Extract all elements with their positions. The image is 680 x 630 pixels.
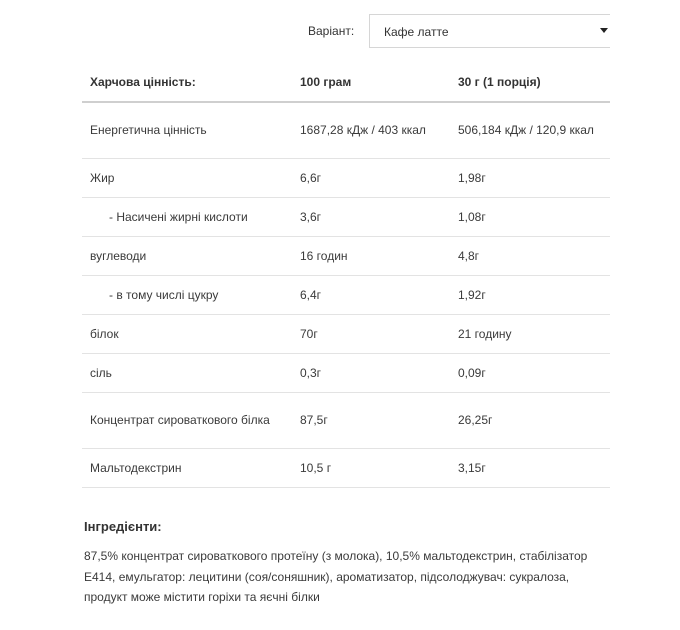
row-per100: 16 годин bbox=[292, 237, 450, 276]
row-per-serving: 3,15г bbox=[450, 449, 610, 488]
row-name: - в тому числі цукру bbox=[82, 276, 292, 315]
row-per-serving: 1,92г bbox=[450, 276, 610, 315]
table-row bbox=[82, 276, 610, 315]
row-name: вуглеводи bbox=[82, 237, 292, 276]
variant-selector-row bbox=[0, 14, 680, 48]
table-row bbox=[82, 315, 610, 354]
table-row bbox=[82, 198, 610, 237]
table-row bbox=[82, 159, 610, 198]
variant-label: Варіант: bbox=[308, 24, 355, 38]
variant-selected-value: Кафе латте bbox=[384, 25, 449, 39]
table-row bbox=[82, 354, 610, 393]
ingredients-text: 87,5% концентрат сироваткового протеїну (з молока), 10,5% мальтодекстрин, стабілізатор E414, емульгатор: лецитини (соя/соняшник), ароматизатор, підсолоджувач: сукралоза, продукт може містити горіхи та яєчні білки bbox=[84, 549, 588, 604]
chevron-down-icon bbox=[600, 28, 608, 33]
row-per-serving: 506,184 кДж / 120,9 ккал bbox=[450, 102, 610, 159]
row-per100: 3,6г bbox=[292, 198, 450, 237]
row-per-serving: 26,25г bbox=[450, 393, 610, 449]
row-per-serving: 4,8г bbox=[450, 237, 610, 276]
header-per-serving: 30 г (1 порція) bbox=[450, 63, 610, 102]
row-name: Енергетична цінність bbox=[82, 102, 292, 159]
row-per100: 1687,28 кДж / 403 ккал bbox=[292, 102, 450, 159]
row-per100: 87,5г bbox=[292, 393, 450, 449]
table-row bbox=[82, 449, 610, 488]
table-row bbox=[82, 237, 610, 276]
row-per100: 10,5 г bbox=[292, 449, 450, 488]
row-name: Концентрат сироваткового білка bbox=[82, 393, 292, 449]
row-per100: 6,6г bbox=[292, 159, 450, 198]
row-name: Жир bbox=[82, 159, 292, 198]
row-name: - Насичені жирні кислоти bbox=[82, 198, 292, 237]
row-per-serving: 1,98г bbox=[450, 159, 610, 198]
ingredients-title: Інгредієнти: bbox=[84, 519, 162, 534]
row-per-serving: 21 годину bbox=[450, 315, 610, 354]
variant-dropdown[interactable] bbox=[369, 14, 610, 48]
table-row bbox=[82, 393, 610, 449]
row-name: білок bbox=[82, 315, 292, 354]
nutrition-header-row bbox=[82, 63, 610, 102]
row-per100: 70г bbox=[292, 315, 450, 354]
row-per100: 0,3г bbox=[292, 354, 450, 393]
header-nutrition-value: Харчова цінність: bbox=[82, 63, 292, 102]
row-per-serving: 1,08г bbox=[450, 198, 610, 237]
table-row bbox=[82, 102, 610, 159]
row-per-serving: 0,09г bbox=[450, 354, 610, 393]
row-name: Мальтодекстрин bbox=[82, 449, 292, 488]
row-per100: 6,4г bbox=[292, 276, 450, 315]
row-name: сіль bbox=[82, 354, 292, 393]
nutrition-table bbox=[82, 63, 610, 488]
header-per-100g: 100 грам bbox=[292, 63, 450, 102]
